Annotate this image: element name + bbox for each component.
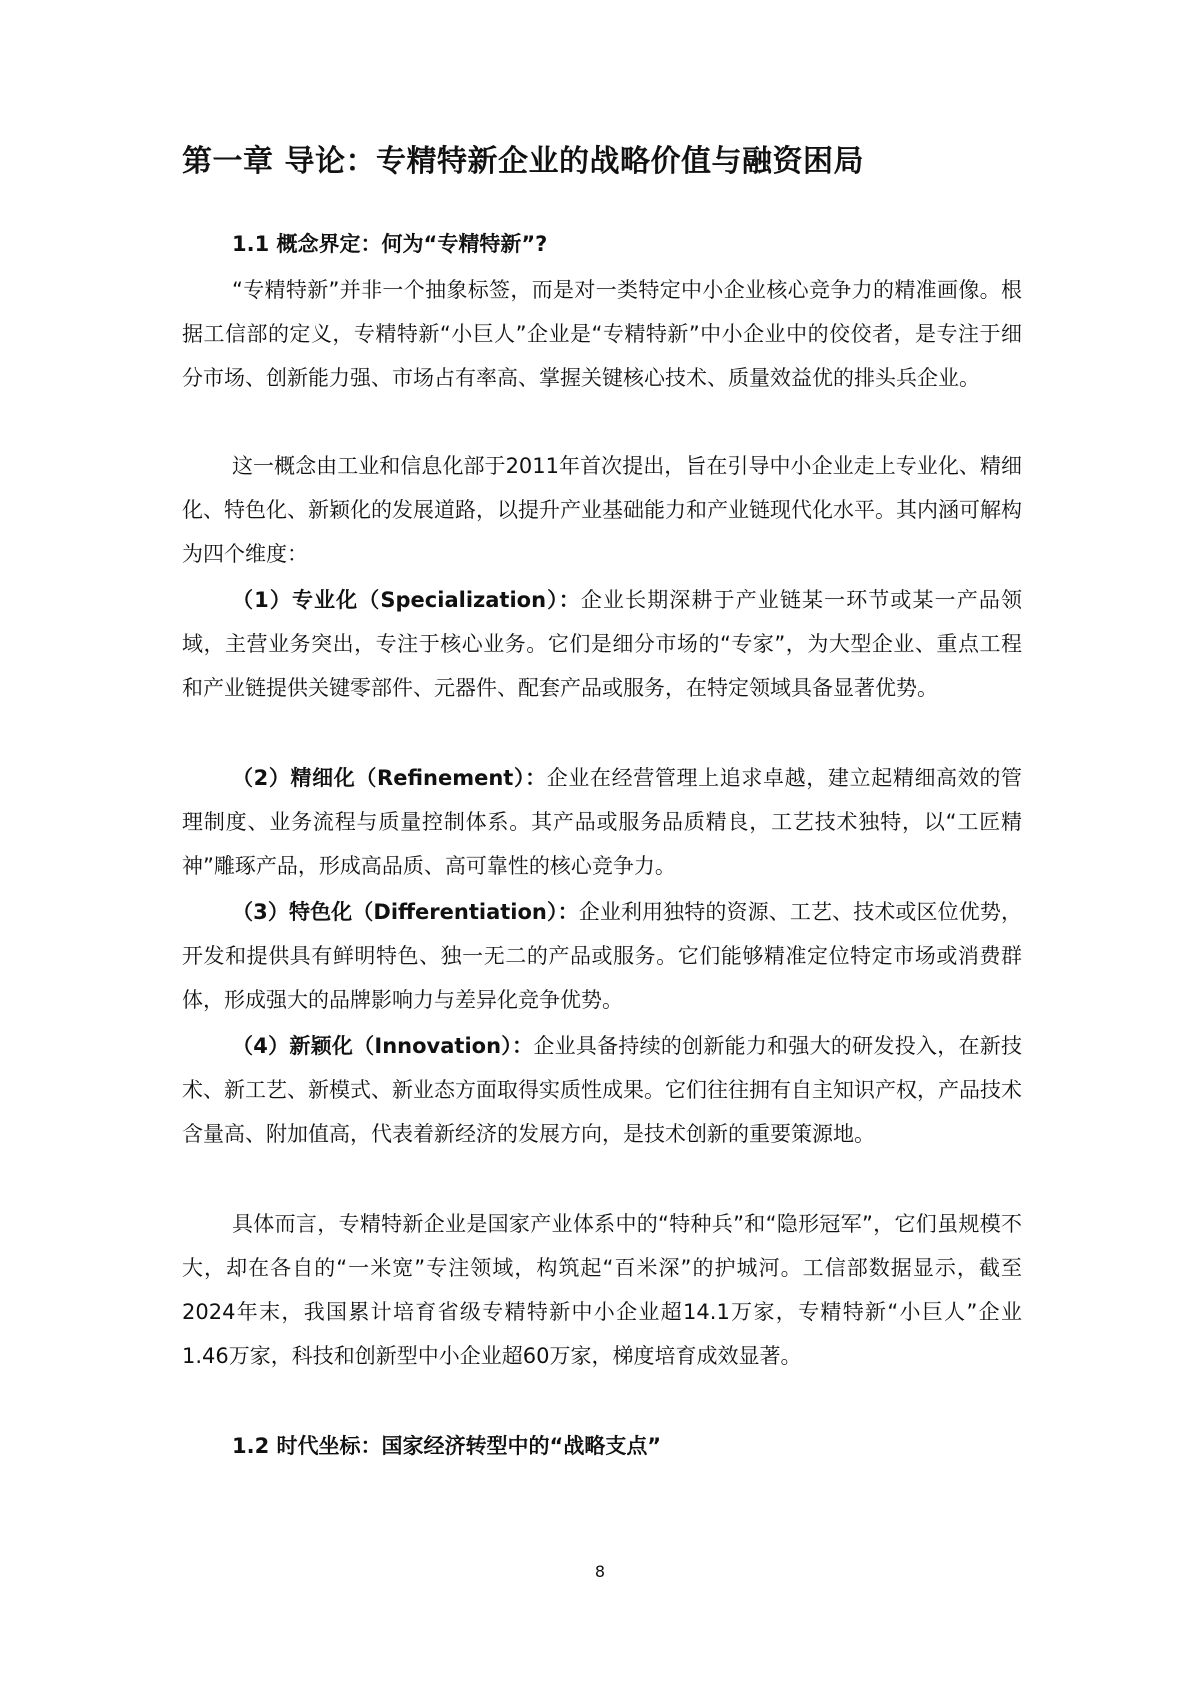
intro-paragraph: “专精特新”并非一个抽象标签，而是对一类特定中小企业核心竞争力的精准画像。根据工信部的定义，专精特新“小巨人”企业是“专精特新”中小企业中的佼佼者，是专注于细分市场、创新能力强、市场占有率高、掌握关键核心技术、质量效益优的排头兵企业。: [182, 278, 1022, 390]
dimension-paragraph-innovation: [182, 1024, 1022, 1156]
intro-paragraph: 这一概念由工业和信息化部于2011年首次提出，旨在引导中小企业走上专业化、精细化、特色化、新颖化的发展道路，以提升产业基础能力和产业链现代化水平。其内涵可解构为四个维度：: [182, 454, 1022, 566]
dimension-term: （4）新颖化（Innovation）：: [232, 1034, 534, 1058]
summary-paragraph: 具体而言，专精特新企业是国家产业体系中的“特种兵”和“隐形冠军”，它们虽规模不大，却在各自的“一米宽”专注领域，构筑起“百米深”的护城河。工信部数据显示，截至2024年末，我国累计培育省级专精特新中小企业超14.1万家，专精特新“小巨人”企业1.46万家，科技和创新型中小企业超60万家，梯度培育成效显著。: [182, 1212, 1022, 1368]
dimension-term: （3）特色化（Differentiation）：: [232, 900, 579, 924]
chapter-title: 第一章 导论：专精特新企业的战略价值与融资困局: [182, 144, 864, 179]
section-heading-1-2: 1.2 时代坐标：国家经济转型中的“战略支点”: [232, 1434, 662, 1458]
dimension-term: （2）精细化（Refinement）：: [232, 766, 547, 790]
dimension-paragraph-specialization: [182, 578, 1022, 710]
dimension-paragraph-differentiation: [182, 890, 1022, 1022]
dimension-text: 企业具备持续的创新能力和强大的研发投入，在新技术、新工艺、新模式、新业态方面取得实质性成果。它们往往拥有自主知识产权，产品技术含量高、附加值高，代表着新经济的发展方向，是技术创新的重要策源地。: [182, 1034, 1022, 1146]
page-number: 8: [594, 1562, 606, 1581]
dimension-text: 企业利用独特的资源、工艺、技术或区位优势，开发和提供具有鲜明特色、独一无二的产品或服务。它们能够精准定位特定市场或消费群体，形成强大的品牌影响力与差异化竞争优势。: [182, 900, 1022, 1012]
dimension-paragraph-refinement: [182, 756, 1022, 888]
dimension-text: 企业长期深耕于产业链某一环节或某一产品领域，主营业务突出，专注于核心业务。它们是细分市场的“专家”，为大型企业、重点工程和产业链提供关键零部件、元器件、配套产品或服务，在特定领域具备显著优势。: [182, 588, 1022, 700]
dimension-term: （1）专业化（Specialization）：: [232, 588, 581, 612]
dimension-text: 企业在经营管理上追求卓越，建立起精细高效的管理制度、业务流程与质量控制体系。其产品或服务品质精良，工艺技术独特，以“工匠精神”雕琢产品，形成高品质、高可靠性的核心竞争力。: [182, 766, 1022, 878]
section-heading-1-1: 1.1 概念界定：何为“专精特新”?: [232, 232, 548, 256]
